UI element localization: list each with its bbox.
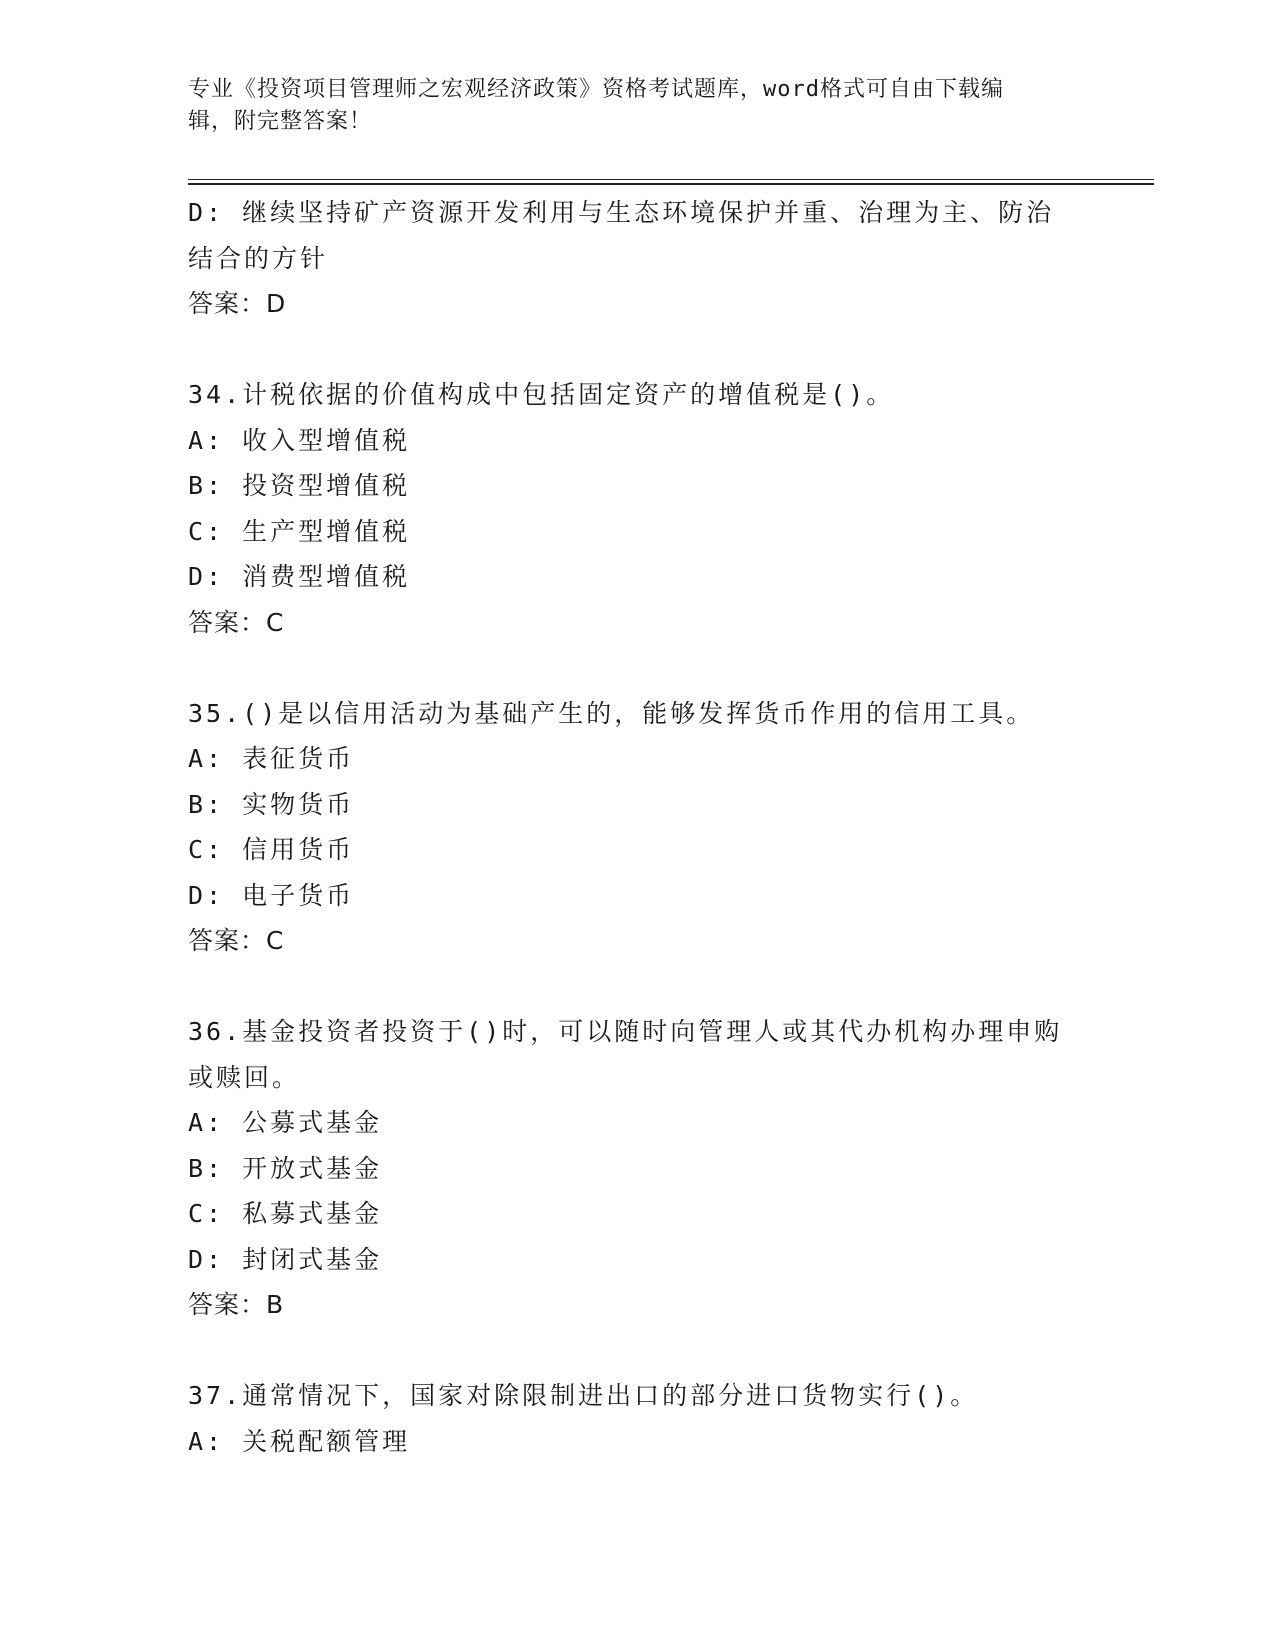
- question-35-option-d: D: 电子货币: [188, 880, 355, 910]
- question-35-option-b: B: 实物货币: [188, 789, 355, 819]
- question-36-option-c: C: 私募式基金: [188, 1199, 383, 1228]
- option-d: D: 继续坚持矿产资源开发利用与生态环境保护并重、治理为主、防治: [188, 198, 1055, 227]
- answer-line: 答案：D: [188, 289, 287, 318]
- question-35-option-c: C: 信用货币: [188, 835, 355, 864]
- spacer: [188, 964, 1088, 1010]
- option-d-continued: 结合的方针: [188, 243, 329, 273]
- question-36-stem-continued: 或赎回。: [188, 1062, 301, 1092]
- question-34-option-d: D: 消费型增值税: [188, 562, 411, 591]
- header-divider-thick: [188, 183, 1154, 185]
- question-37-stem: 37.通常情况下，国家对除限制进出口的部分进口货物实行()。: [188, 1381, 979, 1410]
- question-35-answer: 答案：C: [188, 926, 285, 955]
- document-header: [188, 74, 1088, 138]
- question-35-stem: 35.()是以信用活动为基础产生的，能够发挥货币作用的信用工具。: [188, 698, 1035, 728]
- question-34-answer: 答案：C: [188, 607, 285, 637]
- question-36-option-b: B: 开放式基金: [188, 1153, 383, 1183]
- question-35-option-a: A: 表征货币: [188, 744, 355, 773]
- spacer: [188, 1328, 1088, 1374]
- question-36-answer: 答案：B: [188, 1290, 285, 1319]
- question-36-stem: 36.基金投资者投资于()时，可以随时向管理人或其代办机构办理申购: [188, 1017, 1063, 1046]
- spacer: [188, 645, 1088, 691]
- header-line-1: 专业《投资项目管理师之宏观经济政策》资格考试题库，word格式可自由下载编: [188, 77, 1004, 102]
- spacer: [188, 327, 1088, 373]
- question-34-option-a: A: 收入型增值税: [188, 425, 411, 455]
- question-36-option-d: D: 封闭式基金: [188, 1244, 383, 1274]
- question-34-option-b: B: 投资型增值税: [188, 471, 411, 500]
- question-37-option-a: A: 关税配额管理: [188, 1426, 411, 1456]
- header-divider-thin: [188, 179, 1154, 180]
- question-34-stem: 34.计税依据的价值构成中包括固定资产的增值税是()。: [188, 380, 895, 409]
- question-34-option-c: C: 生产型增值税: [188, 516, 411, 546]
- question-36-option-a: A: 公募式基金: [188, 1108, 383, 1137]
- header-line-2: 辑，附完整答案！: [188, 109, 373, 134]
- document-body: [188, 190, 1088, 1464]
